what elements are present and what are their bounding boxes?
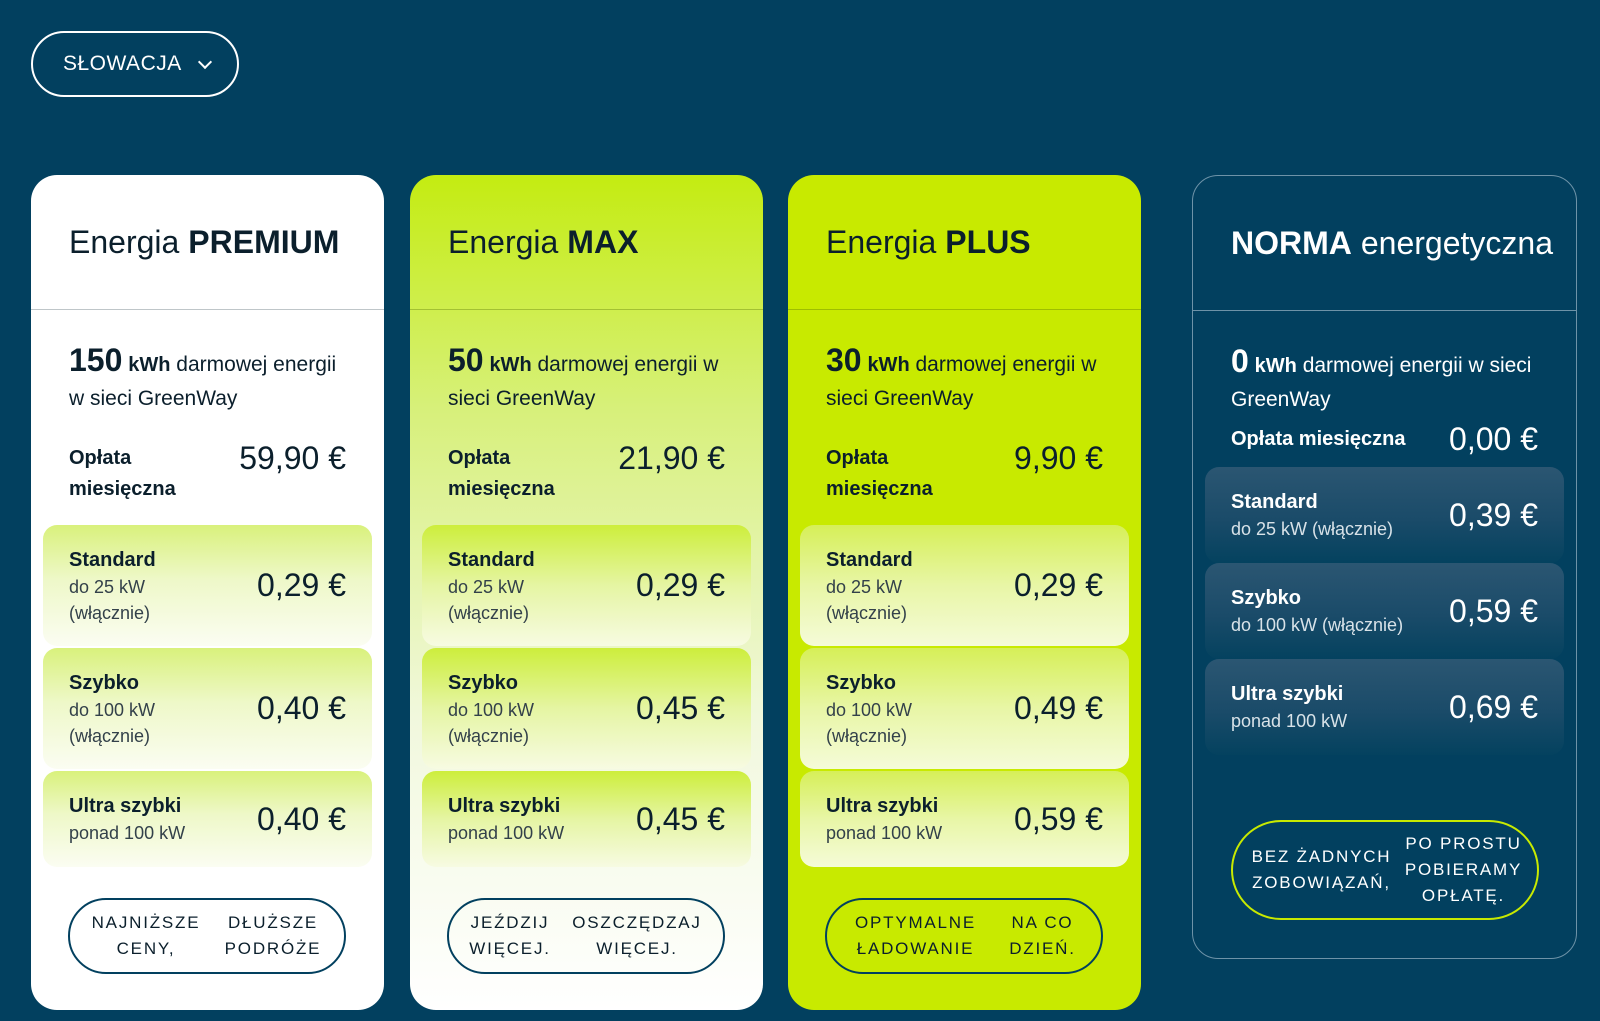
tagline-right: NA CO DZIEŃ. (1009, 913, 1076, 958)
plan-title (788, 175, 1141, 310)
plan-card-plus (788, 175, 1141, 1010)
tier-name: Ultra szybki (1231, 683, 1344, 705)
tier-name: Standard (826, 548, 913, 571)
tier-standard (43, 525, 372, 646)
free-kwh-value: 50 (448, 342, 484, 378)
tier-price: 0,29 € (1014, 567, 1103, 603)
tier-fast (422, 648, 751, 769)
plan-title (31, 175, 384, 310)
plan-title-bold: NORMA (1231, 224, 1352, 261)
tier-ultra-fast (43, 771, 372, 867)
tagline-right: DŁUŻSZE PODRÓŻE (224, 913, 322, 958)
plan-title-prefix: Energia (448, 223, 559, 260)
tier-desc: ponad 100 kW (826, 823, 943, 843)
tier-desc: do 25 kW (włącznie) (69, 576, 151, 623)
tier-name: Standard (69, 548, 156, 571)
plan-tagline-pill (825, 898, 1103, 974)
tier-ultra-fast (1205, 659, 1564, 755)
monthly-fee (31, 440, 384, 525)
plan-title-bold: PREMIUM (188, 223, 340, 260)
tagline-left: BEZ ŻADNYCH ZOBOWIĄZAŃ, (1251, 847, 1392, 892)
monthly-fee (410, 440, 763, 525)
tier-desc: do 25 kW (włącznie) (448, 576, 530, 623)
tier-name: Ultra szybki (448, 795, 561, 817)
monthly-fee-label: Opłata miesięczna (1231, 427, 1406, 450)
chevron-down-icon (198, 54, 212, 68)
free-energy-text: darmowej energii w sieci GreenWay (826, 353, 1097, 410)
tier-fast (1205, 563, 1564, 659)
plan-title (410, 175, 763, 310)
tier-desc: do 25 kW (włącznie) (1231, 519, 1394, 539)
tier-name: Szybko (826, 671, 897, 694)
tagline-left: JEŹDZIJ WIĘCEJ. (469, 913, 551, 958)
free-energy (31, 310, 384, 440)
plan-title-bold: MAX (567, 223, 639, 260)
free-kwh-value: 0 (1231, 343, 1249, 379)
free-kwh-unit: kWh (1254, 355, 1297, 377)
tier-name: Ultra szybki (69, 795, 182, 817)
tier-name: Szybko (448, 671, 519, 694)
tier-name: Standard (1231, 491, 1318, 513)
monthly-fee-label: Opłata miesięczna (448, 447, 555, 500)
tier-price: 0,69 € (1449, 688, 1538, 725)
plan-title-suffix: energetyczna (1360, 224, 1553, 261)
tagline-right: OSZCZĘDZAJ WIĘCEJ. (572, 913, 702, 958)
tier-desc: do 100 kW (włącznie) (826, 699, 913, 746)
tier-standard (800, 525, 1129, 646)
tier-name: Szybko (1231, 587, 1302, 609)
free-kwh-value: 150 (69, 342, 123, 378)
free-energy-text: darmowej energii w sieci GreenWay (448, 353, 719, 410)
tier-desc: do 100 kW (włącznie) (448, 699, 535, 746)
tier-price: 0,59 € (1014, 800, 1103, 837)
plan-card-max (410, 175, 763, 1010)
free-kwh-unit: kWh (867, 354, 910, 376)
tier-desc: do 100 kW (włącznie) (1231, 615, 1404, 635)
tier-price: 0,49 € (1014, 690, 1103, 726)
free-energy-text: darmowej energii w sieci GreenWay (1231, 354, 1532, 411)
plan-title-prefix: Energia (69, 223, 180, 260)
plan-tagline-pill (447, 898, 725, 974)
tier-price: 0,59 € (1449, 592, 1538, 629)
free-energy (788, 310, 1141, 440)
tier-price: 0,40 € (257, 690, 346, 726)
tier-desc: ponad 100 kW (448, 823, 565, 843)
tier-name: Ultra szybki (826, 795, 939, 817)
plan-title-bold: PLUS (945, 223, 1031, 260)
country-select[interactable] (31, 31, 239, 97)
tier-name: Szybko (69, 671, 140, 694)
tier-ultra-fast (422, 771, 751, 867)
monthly-fee-value: 21,90 € (618, 440, 725, 476)
monthly-fee-label: Opłata miesięczna (69, 447, 176, 500)
tier-price: 0,45 € (636, 800, 725, 837)
tier-desc: do 100 kW (włącznie) (69, 699, 156, 746)
tier-price: 0,45 € (636, 690, 725, 726)
monthly-fee-value: 0,00 € (1449, 420, 1538, 457)
free-kwh-unit: kWh (489, 354, 532, 376)
tier-fast (800, 648, 1129, 769)
tier-standard (422, 525, 751, 646)
plan-tagline-pill (68, 898, 346, 974)
tagline-left: OPTYMALNE ŁADOWANIE (854, 913, 977, 958)
tier-desc: ponad 100 kW (69, 823, 186, 843)
monthly-fee-label: Opłata miesięczna (826, 447, 933, 500)
plan-title (1193, 176, 1576, 311)
plan-card-norma (1192, 175, 1577, 959)
free-energy-text: darmowej energii w sieci GreenWay (69, 353, 337, 410)
tagline-right: PO PROSTU POBIERAMY OPŁATĘ. (1404, 834, 1523, 905)
tier-ultra-fast (800, 771, 1129, 867)
free-kwh-unit: kWh (128, 354, 171, 376)
tier-standard (1205, 467, 1564, 563)
tagline-left: NAJNIŻSZE CENY, (91, 913, 201, 958)
plan-card-premium (31, 175, 384, 1010)
tier-fast (43, 648, 372, 769)
monthly-fee-value: 9,90 € (1014, 440, 1103, 476)
monthly-fee (1193, 411, 1576, 467)
monthly-fee-value: 59,90 € (239, 440, 346, 476)
tier-price: 0,40 € (257, 800, 346, 837)
plan-title-prefix: Energia (826, 223, 937, 260)
free-kwh-value: 30 (826, 342, 862, 378)
country-select-label: SŁOWACJA (63, 52, 182, 75)
tier-price: 0,39 € (1449, 496, 1538, 533)
tier-price: 0,29 € (636, 567, 725, 603)
monthly-fee (788, 440, 1141, 525)
tier-desc: ponad 100 kW (1231, 711, 1348, 731)
tier-desc: do 25 kW (włącznie) (826, 576, 908, 623)
plan-tagline-pill (1231, 820, 1539, 920)
tier-name: Standard (448, 548, 535, 571)
free-energy (410, 310, 763, 440)
tier-price: 0,29 € (257, 567, 346, 603)
